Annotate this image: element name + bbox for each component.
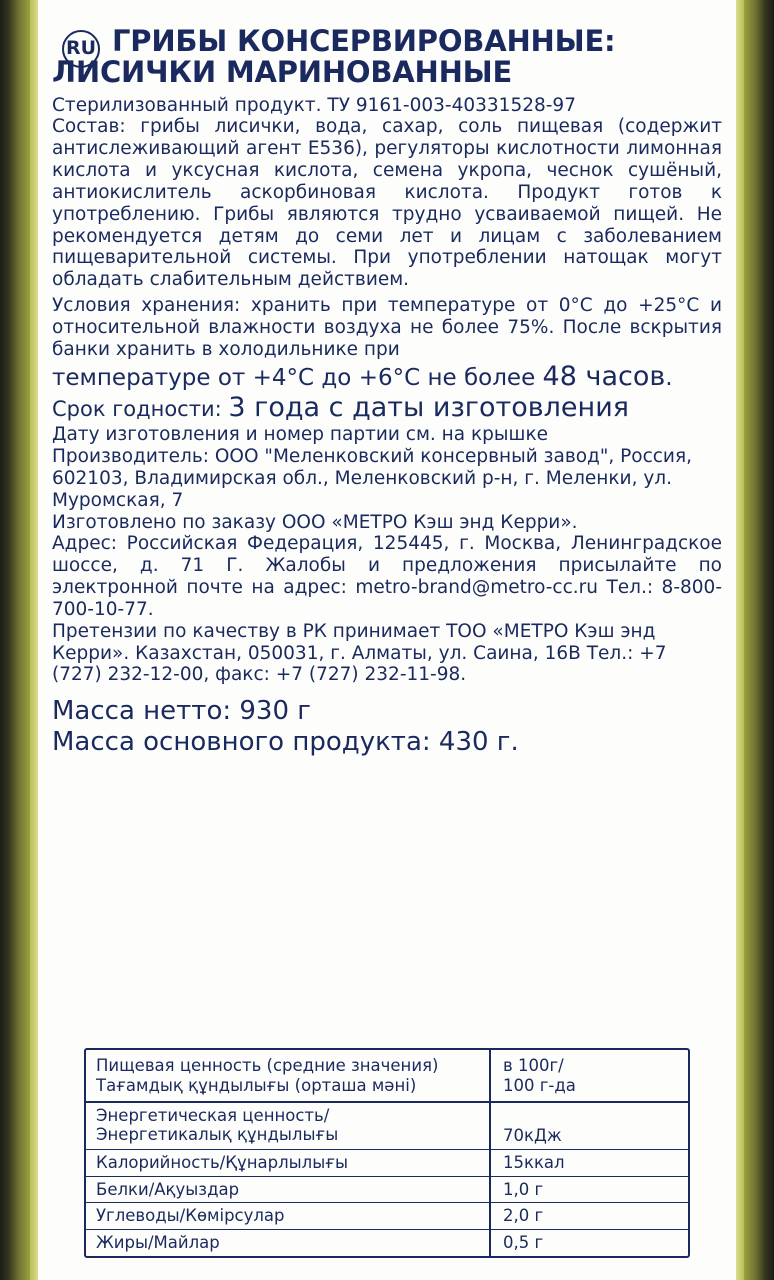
- nutrition-facts: [86, 1050, 688, 1256]
- label-paper: [38, 0, 736, 1280]
- storage-temperature-line: [52, 361, 722, 393]
- ingredients-text: Состав: грибы лисички, вода, сахар, соль пищевая (содержит антислеживающий агент Е536), регуляторы кислотности лимонная кислота и уксусная кислота, семена укропа, чеснок сушёный, антиокислитель аскорбиновая кислота. Продукт готов к употреблению. Грибы являются трудно усваиваемой пищей. Не рекомендуется детям до семи лет и лицам с заболеванием пищеварительной системы. При употреблении натощак могут обладать слабительным действием.: [52, 116, 722, 291]
- storage-temp-suffix: .: [665, 364, 673, 391]
- table-row: [86, 1149, 688, 1176]
- weights-block: [52, 696, 722, 758]
- label-left-inner-edge: [30, 0, 38, 1280]
- company-address-text: Адрес: Российская Федерация, 125445, г. Москва, Ленинградское шоссе, д. 71 Г. Жалобы и предложения присылайте по электронной почте на адрес: metro-brand@metro-cc.ru Тел.: 8-800-700-10-77.: [52, 533, 722, 620]
- nutrition-row-value-text: 70кДж: [503, 1126, 562, 1146]
- table-row: [86, 1176, 688, 1203]
- table-row: [86, 1102, 688, 1149]
- nutrition-row-name: Углеводы/Көмірсулар: [86, 1203, 490, 1230]
- shelf-life-label: Срок годности:: [52, 397, 222, 422]
- net-weight: Масса нетто: 930 г: [52, 696, 311, 727]
- nutrition-header-ru: Пищевая ценность (средние значения): [96, 1056, 439, 1076]
- nutrition-row-name: Белки/Ақуыздар: [86, 1176, 490, 1203]
- nutrition-row-value: 0,5 г: [490, 1230, 688, 1256]
- manufacturer-text: Производитель: ООО "Меленковский консервный завод", Россия, 602103, Владимирская обл., Меленковский р-н, г. Меленки, ул. Муромская, 7: [52, 446, 692, 511]
- nutrition-header-value-line-2: 100 г-да: [503, 1075, 576, 1095]
- nutrition-row-value: 2,0 г: [490, 1203, 688, 1230]
- product-title-line-1: ГРИБЫ КОНСЕРВИРОВАННЫЕ:: [112, 24, 616, 58]
- shelf-life-line: [52, 392, 722, 424]
- nutrition-row-value: 15ккал: [490, 1149, 688, 1176]
- nutrition-header-value: [490, 1050, 688, 1102]
- label-right-inner-edge: [736, 0, 744, 1280]
- kz-claims-text: Претензии по качеству в РК принимает ТОО «МЕТРО Кэш энд Керри». Казахстан, 050031, г. Алматы, ул. Саина, 16В Тел.: +7 (727) 232-12-00, факс: +7 (727) 232-11-98.: [52, 620, 667, 686]
- nutrition-header-kz: Тағамдық құндылығы (орташа мәні): [96, 1075, 417, 1095]
- storage-temp-prefix: температуре от +4°С до +6°С не более: [52, 364, 543, 391]
- product-title-line-2: ЛИСИЧКИ МАРИНОВАННЫЕ: [52, 55, 513, 90]
- nutrition-row-name: [86, 1102, 490, 1149]
- storage-conditions-text: Условия хранения: хранить при температуре от 0°С до +25°С и относительной влажности воздуха не более 75%. После вскрытия банки хранить в холодильнике при: [52, 295, 722, 360]
- country-code-badge: RU: [62, 30, 100, 68]
- page-title: [52, 26, 722, 89]
- storage-duration: 48 часов: [542, 360, 666, 392]
- nutrition-header-row: [86, 1050, 688, 1102]
- drained-weight: Масса основного продукта: 430 г.: [52, 727, 519, 758]
- nutrition-row-value: [490, 1102, 688, 1149]
- label-right-edge: [744, 0, 774, 1280]
- nutrition-table: [84, 1048, 690, 1258]
- batch-date-note: Дату изготовления и номер партии см. на крышке: [52, 424, 548, 446]
- nutrition-header-value-line-1: в 100г/: [503, 1056, 564, 1076]
- ordered-by-text: Изготовлено по заказу ООО «МЕТРО Кэш энд Керри».: [52, 511, 578, 533]
- nutrition-header-names: [86, 1050, 490, 1102]
- nutrition-row-name: Калорийность/Құнарлылығы: [86, 1149, 490, 1176]
- table-row: [86, 1230, 688, 1256]
- nutrition-row-name: Жиры/Майлар: [86, 1230, 490, 1256]
- nutrition-row-value: 1,0 г: [490, 1176, 688, 1203]
- nutrition-row-name-line-1: Энергетическая ценность/: [96, 1106, 330, 1126]
- shelf-life-value: 3 года с даты изготовления: [228, 392, 629, 424]
- table-row: [86, 1203, 688, 1230]
- nutrition-row-name-line-2: Энергетикалық құндылығы: [96, 1125, 339, 1145]
- label-left-edge: [0, 0, 30, 1280]
- sterilized-note: Стерилизованный продукт. ТУ 9161-003-40331528-97: [52, 94, 576, 116]
